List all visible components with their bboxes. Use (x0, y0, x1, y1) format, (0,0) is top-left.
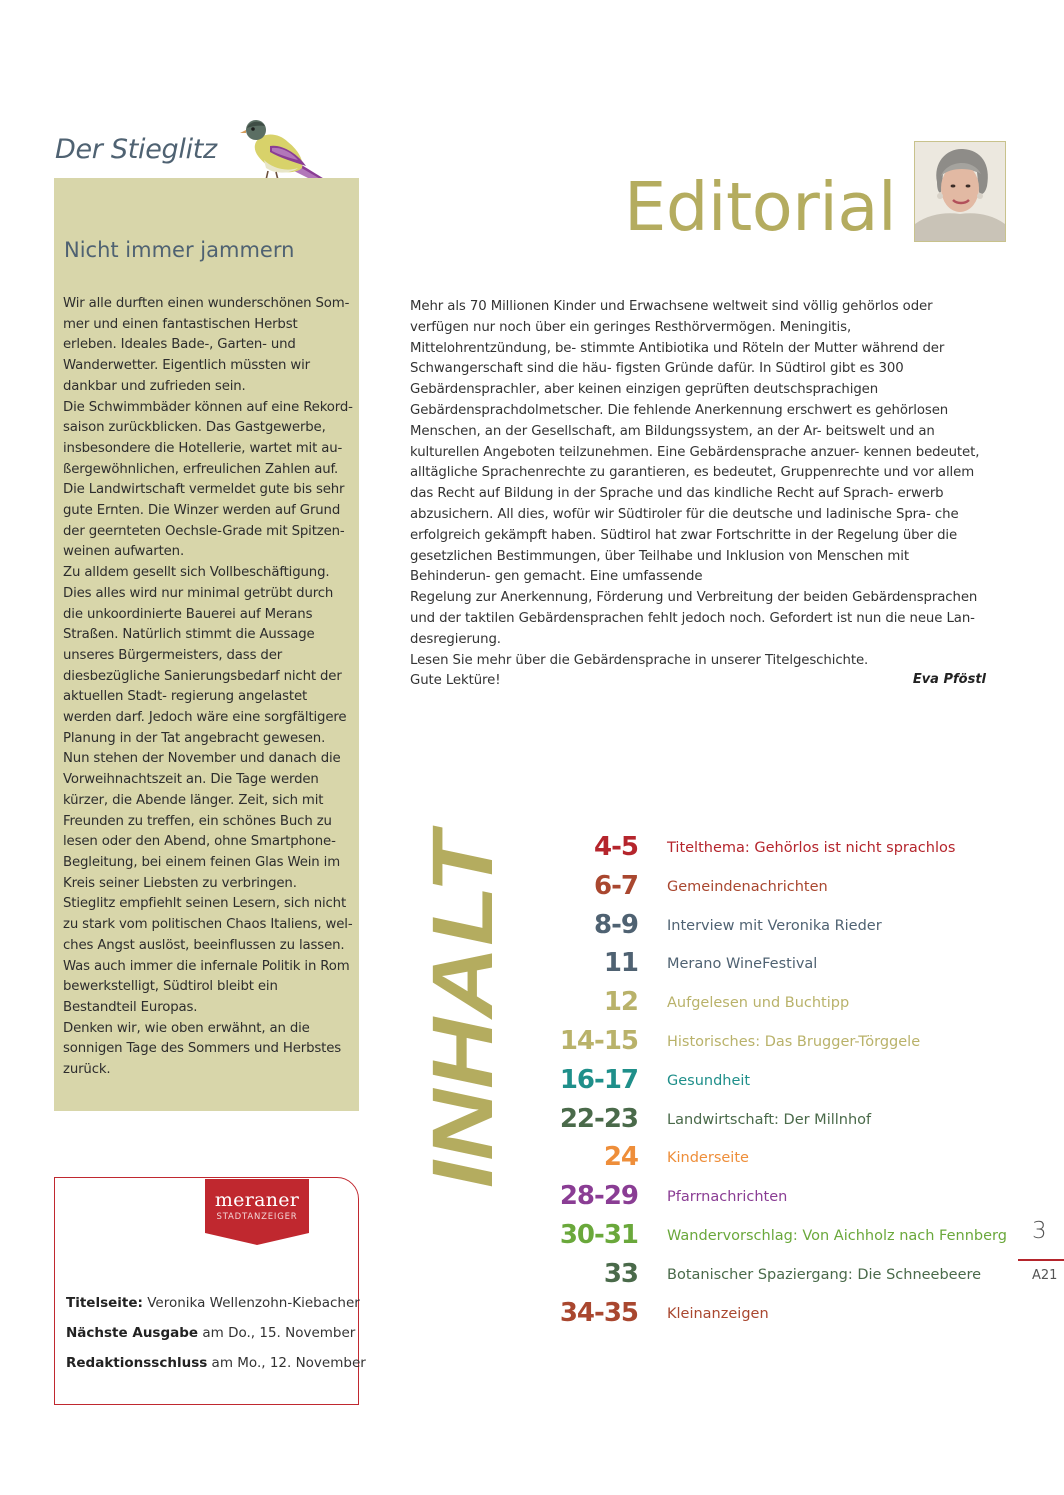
logo-subtitle: STADTANZEIGER (216, 1212, 298, 1222)
inhalt-title (414, 827, 511, 1197)
editorial-text (410, 297, 988, 692)
toc-label: Wandervorschlag: Von Aichholz nach Fennberg (667, 1228, 1007, 1244)
toc-item[interactable] (520, 1181, 1010, 1211)
toc-page-number: 30-31 (559, 1220, 638, 1250)
logo-title: meraner (214, 1189, 300, 1211)
publication-info-box (54, 1177, 366, 1405)
toc-page-number: 16-17 (559, 1064, 638, 1095)
stieglitz-text (63, 294, 355, 1081)
info-line-naechste-ausgabe: Nächste Ausgabe am Do., 15. November (66, 1325, 356, 1341)
toc-item[interactable] (520, 1142, 1010, 1172)
stieglitz-paragraph: Wir alle durften einen wunderschönen Som- mer und einen fantastischen Herbst erleben. Ideales Bade-, Garten- und Wanderwetter. Eigentlich müssten wir dankbar und zufrieden sein. (63, 296, 350, 394)
toc-label: Aufgelesen und Buchtipp (667, 995, 850, 1012)
toc-label: Landwirtschaft: Der Millnhof (667, 1111, 872, 1128)
toc-item[interactable] (520, 832, 1010, 862)
stieglitz-title: Der Stieglitz (55, 134, 217, 165)
editorial-paragraph: Mehr als 70 Millionen Kinder und Erwachsene weltweit sind völlig gehörlos oder verfügen nur noch über ein geringes Resthörvermögen. Meningitis, Mittelohrentzündung, be- stimmte Antibiotika und Röteln der Mutter während der Schwangerschaft sind die häu- figsten Gründe dafür. In Südtirol gibt es 300 Gebärdensprachler, aber keinen einzigen geprüften deutschsprachigen Gebärdensprachdolmetscher. Die fehlende Anerkennung erschwert es gehörlosen Menschen, an der Gesellschaft, am Bildungssystem, an der Ar- beitswelt und an kulturellen Angeboten teilzunehmen. Eine Gebärdensprache anzuer- kennen bedeutet, alltägliche Sprachenrechte zu garantieren, es bedeutet, Gruppenrechte und vor allem das Recht auf Bildung in der Sprache und das kindliche Recht auf Sprach- erwerb abzusichern. All dies, wofür wir Südtiroler für die deutsche und ladinische Spra- che erfolgreich gekämpft haben. Südtirol hat zwar Fortschritte in der Regelung über die gesetzlichen Bestimmungen, über Teilhabe und Inklusion von Menschen mit Behinderun- gen gemacht. Eine umfassende (410, 299, 980, 585)
toc-label: Pfarrnachrichten (667, 1189, 788, 1206)
meraner-logo (205, 1179, 309, 1245)
author-portrait-icon (914, 141, 1006, 242)
toc-item[interactable] (520, 987, 1010, 1017)
toc-item[interactable] (520, 1298, 1010, 1328)
stieglitz-column (54, 178, 359, 1111)
stieglitz-heading: Nicht immer jammern (64, 238, 295, 262)
toc-page-number: 34-35 (559, 1297, 638, 1328)
toc-page-number: 4-5 (594, 832, 638, 862)
stieglitz-paragraph: Die Schwimmbäder können auf eine Rekord- saison zurückblicken. Das Gastgewerbe, insbesondere die Hotellerie, wartet mit au- ßergewöhnlichen, erfreulichen Zahlen auf. Die Landwirtschaft vermeldet gute bis sehr gute Ernten. Die Winzer werden auf Grund der geernteten Oechsle-Grade mit Spitzen- weinen aufwarten. (63, 399, 353, 560)
toc-item[interactable] (520, 1104, 1010, 1134)
toc-item[interactable] (520, 1065, 1010, 1095)
inhalt-word: INHALT (414, 867, 511, 1197)
toc-page-number: 11 (603, 948, 638, 979)
toc-label: Kleinanzeigen (667, 1305, 769, 1322)
stieglitz-paragraph: Denken wir, wie oben erwähnt, an die sonnigen Tage des Sommers und Herbstes zurück. (63, 1020, 342, 1078)
toc-item[interactable] (520, 1259, 1010, 1289)
editorial-title: Editorial (624, 168, 897, 246)
toc-page-number: 24 (603, 1142, 638, 1173)
toc-page-number: 12 (603, 987, 638, 1018)
toc-page-number: 6-7 (594, 870, 638, 901)
toc-page-number: 33 (603, 1258, 638, 1289)
editorial-author: Eva Pföstl (912, 672, 986, 687)
toc-item[interactable] (520, 871, 1010, 901)
toc-label: Gesundheit (667, 1072, 751, 1089)
stieglitz-paragraph: Nun stehen der November und danach die Vorweihnachtszeit an. Die Tage werden kürzer, die Abende länger. Zeit, sich mit Freunden zu treffen, ein schönes Buch zu lesen oder den Abend, ohne Smartphone- Begleitung, bei einem feinen Glas Wein im Kreis seiner Liebsten zu verbringen. (63, 751, 341, 891)
toc-label: Botanischer Spaziergang: Die Schneebeere (667, 1266, 982, 1283)
page-number: 3 (1032, 1218, 1047, 1244)
toc-page-number: 14-15 (559, 1026, 638, 1056)
editorial-paragraph: Lesen Sie mehr über die Gebärdensprache in unserer Titelgeschichte. (410, 652, 869, 668)
editorial-paragraph: Gute Lektüre! (410, 673, 501, 689)
toc-label: Interview mit Veronika Rieder (667, 917, 882, 934)
page-code: A21 (1032, 1268, 1058, 1283)
stieglitz-paragraph: Stieglitz empfiehlt seinen Lesern, sich nicht zu stark vom politischen Chaos Italiens, wel- ches Angst auslöst, beeinflussen zu lassen. Was auch immer die infernale Politik in Rom bewerkstelligt, Südtirol bleibt ein Bestandteil Europas. (63, 896, 353, 1015)
toc-item[interactable] (520, 948, 1010, 978)
toc-label: Titelthema: Gehörlos ist nicht sprachlos (667, 840, 956, 856)
toc-item[interactable] (520, 1026, 1010, 1056)
info-line-titelseite: Titelseite: Veronika Wellenzohn-Kiebacher (66, 1295, 360, 1311)
toc-item[interactable] (520, 910, 1010, 940)
stieglitz-paragraph: Zu alldem gesellt sich Vollbeschäftigung. Dies alles wird nur minimal getrübt durch die unkoordinierte Bauerei auf Merans Straßen. Natürlich stimmt die Aussage unseres Bürgermeisters, dass der diesbezügliche Sanierungsbedarf nicht der aktuellen Stadt- regierung angelastet werden darf. Jedoch wäre eine sorgfältigere Planung in der Tat angebracht gewesen. (63, 565, 347, 746)
toc-label: Kinderseite (667, 1150, 749, 1167)
toc-label: Gemeindenachrichten (667, 878, 828, 895)
info-line-redaktionsschluss: Redaktionsschluss am Mo., 12. November (66, 1355, 366, 1371)
toc-page-number: 28-29 (559, 1181, 638, 1212)
toc-label: Historisches: Das Brugger-Törggele (667, 1034, 921, 1050)
toc-label: Merano WineFestival (667, 956, 818, 973)
page-number-rule (1018, 1259, 1064, 1261)
toc-page-number: 8-9 (594, 909, 638, 940)
toc-page-number: 22-23 (559, 1103, 638, 1134)
toc-item[interactable] (520, 1220, 1010, 1250)
editorial-paragraph: Regelung zur Anerkennung, Förderung und Verbreitung der beiden Gebärdensprachen und der taktilen Gebärdensprachen fehlt jedoch noch. Gefordert ist nun die neue Lan- desregierung. (410, 590, 978, 647)
